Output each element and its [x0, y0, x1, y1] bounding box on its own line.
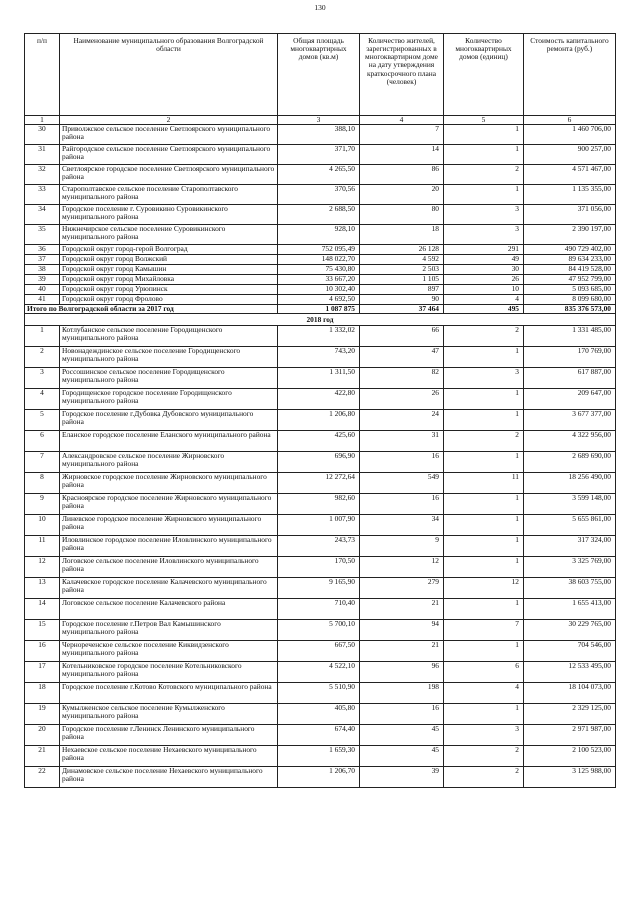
municipality-name: Городской округ город Волжский [60, 255, 278, 265]
municipality-name: Еланское городское поселение Еланского муниципального района [60, 431, 278, 452]
houses-value: 49 [444, 255, 524, 265]
residents-value: 14 [360, 145, 444, 165]
area-value: 75 430,80 [278, 265, 360, 275]
cost-value: 8 099 680,00 [524, 295, 616, 305]
residents-value: 16 [360, 494, 444, 515]
houses-value: 10 [444, 285, 524, 295]
cost-value: 47 952 799,00 [524, 275, 616, 285]
table-row [25, 452, 616, 473]
houses-value: 4 [444, 295, 524, 305]
cost-value: 38 603 755,00 [524, 578, 616, 599]
row-number: 14 [25, 599, 60, 620]
cost-value: 704 546,00 [524, 641, 616, 662]
municipality-name: Городской округ город Михайловка [60, 275, 278, 285]
table-row [25, 255, 616, 265]
area-value: 371,70 [278, 145, 360, 165]
residents-value: 9 [360, 536, 444, 557]
area-value: 2 688,50 [278, 205, 360, 225]
municipality-name: Городское поселение г. Суровикино Суровикинского муниципального района [60, 205, 278, 225]
table-row [25, 225, 616, 245]
table-row [25, 145, 616, 165]
houses-value: 1 [444, 641, 524, 662]
table-row [25, 683, 616, 704]
municipality-name: Чернореченское сельское поселение Киквидзенского муниципального района [60, 641, 278, 662]
houses-value: 291 [444, 245, 524, 255]
municipality-name: Логовское сельское поселение Иловлинского муниципального района [60, 557, 278, 578]
table-row [25, 536, 616, 557]
table-row [25, 205, 616, 225]
area-value: 5 510,90 [278, 683, 360, 704]
houses-value: 3 [444, 205, 524, 225]
cost-value: 1 331 485,00 [524, 326, 616, 347]
header-row-number: п/п [25, 34, 60, 116]
table-row [25, 368, 616, 389]
row-number: 10 [25, 515, 60, 536]
cost-value: 18 104 073,00 [524, 683, 616, 704]
municipality-name: Калачевское городское поселение Калачевского муниципального района [60, 578, 278, 599]
year-2018-row [25, 314, 616, 326]
area-value: 4 692,50 [278, 295, 360, 305]
table-row [25, 641, 616, 662]
row-number: 5 [25, 410, 60, 431]
houses-value: 6 [444, 662, 524, 683]
residents-value: 16 [360, 704, 444, 725]
area-value: 1 311,50 [278, 368, 360, 389]
residents-value: 34 [360, 515, 444, 536]
municipality-name: Жирновское городское поселение Жирновского муниципального района [60, 473, 278, 494]
area-value: 422,80 [278, 389, 360, 410]
cost-value: 1 655 413,00 [524, 599, 616, 620]
municipality-name: Нехаевское сельское поселение Нехаевского муниципального района [60, 746, 278, 767]
column-number: 2 [60, 116, 278, 125]
column-number: 4 [360, 116, 444, 125]
header-houses: Количество многоквартирных домов (единиц) [444, 34, 524, 116]
residents-value: 21 [360, 599, 444, 620]
table-row [25, 494, 616, 515]
houses-value: 4 [444, 683, 524, 704]
houses-value: 7 [444, 620, 524, 641]
table-row [25, 620, 616, 641]
total-label: Итого по Волгоградской области за 2017 год [25, 305, 278, 314]
table-row [25, 165, 616, 185]
page-number: 130 [314, 3, 326, 12]
table-row [25, 578, 616, 599]
area-value: 9 165,90 [278, 578, 360, 599]
residents-value: 16 [360, 452, 444, 473]
residents-value: 45 [360, 725, 444, 746]
houses-value: 1 [444, 515, 524, 536]
cost-value: 1 135 355,00 [524, 185, 616, 205]
municipality-name: Россошинское сельское поселение Городищенского муниципального района [60, 368, 278, 389]
row-number: 19 [25, 704, 60, 725]
cost-value: 84 419 528,00 [524, 265, 616, 275]
residents-value: 86 [360, 165, 444, 185]
cost-value: 5 093 685,00 [524, 285, 616, 295]
municipality-name: Линевское городское поселение Жирновского муниципального района [60, 515, 278, 536]
municipality-name: Котельниковское городское поселение Котельниковского муниципального района [60, 662, 278, 683]
houses-value: 2 [444, 431, 524, 452]
cost-value: 5 655 861,00 [524, 515, 616, 536]
municipality-name: Нижнечирское сельское поселение Суровикинского муниципального района [60, 225, 278, 245]
residents-value: 66 [360, 326, 444, 347]
table-row [25, 125, 616, 145]
table-row [25, 473, 616, 494]
row-number: 6 [25, 431, 60, 452]
municipality-name: Городской округ город Фролово [60, 295, 278, 305]
area-value: 10 302,40 [278, 285, 360, 295]
row-number: 31 [25, 145, 60, 165]
cost-value: 617 887,00 [524, 368, 616, 389]
table-row [25, 389, 616, 410]
residents-value: 1 105 [360, 275, 444, 285]
cost-value: 490 729 402,00 [524, 245, 616, 255]
rows-2017 [25, 125, 616, 305]
header-area: Общая площадь многоквартирных домов (кв.м) [278, 34, 360, 116]
municipality-name: Александровское сельское поселение Жирновского муниципального района [60, 452, 278, 473]
municipality-name: Городской округ город Камышин [60, 265, 278, 275]
row-number: 12 [25, 557, 60, 578]
houses-value: 1 [444, 347, 524, 368]
residents-value: 549 [360, 473, 444, 494]
cost-value: 3 325 769,00 [524, 557, 616, 578]
houses-value: 2 [444, 746, 524, 767]
header-municipality: Наименование муниципального образования Волгоградской области [60, 34, 278, 116]
row-number: 8 [25, 473, 60, 494]
row-number: 18 [25, 683, 60, 704]
houses-value: 1 [444, 145, 524, 165]
area-value: 1 206,70 [278, 767, 360, 788]
houses-value: 30 [444, 265, 524, 275]
cost-value: 317 324,00 [524, 536, 616, 557]
table-row [25, 326, 616, 347]
cost-value: 170 769,00 [524, 347, 616, 368]
row-number: 41 [25, 295, 60, 305]
area-value: 1 007,90 [278, 515, 360, 536]
row-number: 17 [25, 662, 60, 683]
area-value: 4 522,10 [278, 662, 360, 683]
total-2017 [25, 305, 616, 326]
area-value: 982,60 [278, 494, 360, 515]
municipality-name: Городской округ город-герой Волгоград [60, 245, 278, 255]
area-value: 1 206,80 [278, 410, 360, 431]
municipality-name: Логовское сельское поселение Калачевского района [60, 599, 278, 620]
municipality-name: Динамовское сельское поселение Нехаевского муниципального района [60, 767, 278, 788]
cost-value: 1 460 706,00 [524, 125, 616, 145]
residents-value: 18 [360, 225, 444, 245]
row-number: 16 [25, 641, 60, 662]
table-row [25, 767, 616, 788]
row-number: 21 [25, 746, 60, 767]
houses-value: 1 [444, 599, 524, 620]
residents-value: 80 [360, 205, 444, 225]
cost-value: 209 647,00 [524, 389, 616, 410]
municipality-name: Райгородское сельское поселение Светлоярского муниципального района [60, 145, 278, 165]
row-number: 30 [25, 125, 60, 145]
table-row [25, 245, 616, 255]
row-number: 1 [25, 326, 60, 347]
houses-value: 1 [444, 125, 524, 145]
row-number: 33 [25, 185, 60, 205]
table-row [25, 347, 616, 368]
row-number: 22 [25, 767, 60, 788]
total-cost: 835 376 573,00 [524, 305, 616, 314]
municipality-name: Городское поселение г.Ленинск Ленинского муниципального района [60, 725, 278, 746]
residents-value: 2 503 [360, 265, 444, 275]
row-number: 11 [25, 536, 60, 557]
table-row [25, 704, 616, 725]
area-value: 752 095,49 [278, 245, 360, 255]
column-numbers-row [25, 116, 616, 125]
row-number: 20 [25, 725, 60, 746]
area-value: 1 659,30 [278, 746, 360, 767]
cost-value: 89 634 233,00 [524, 255, 616, 265]
table-row [25, 275, 616, 285]
row-number: 4 [25, 389, 60, 410]
row-number: 15 [25, 620, 60, 641]
residents-value: 82 [360, 368, 444, 389]
area-value: 4 265,50 [278, 165, 360, 185]
houses-value: 3 [444, 725, 524, 746]
header-residents: Количество жителей, зарегистрированных в многоквартирном доме на дату утверждения краткосрочного плана (человек) [360, 34, 444, 116]
row-number: 3 [25, 368, 60, 389]
houses-value: 1 [444, 494, 524, 515]
table-row [25, 265, 616, 275]
houses-value: 1 [444, 704, 524, 725]
column-number: 3 [278, 116, 360, 125]
cost-value: 18 256 490,00 [524, 473, 616, 494]
rows-2018 [25, 326, 616, 788]
residents-value: 96 [360, 662, 444, 683]
cost-value: 900 257,00 [524, 145, 616, 165]
table-row [25, 285, 616, 295]
cost-value: 2 971 987,00 [524, 725, 616, 746]
residents-value: 26 [360, 389, 444, 410]
table-row [25, 185, 616, 205]
municipality-name: Красноярское городское поселение Жирновского муниципального района [60, 494, 278, 515]
area-value: 674,40 [278, 725, 360, 746]
row-number: 32 [25, 165, 60, 185]
total-area: 1 087 875 [278, 305, 360, 314]
houses-value: 11 [444, 473, 524, 494]
column-number: 5 [444, 116, 524, 125]
residents-value: 21 [360, 641, 444, 662]
residents-value: 897 [360, 285, 444, 295]
residents-value: 279 [360, 578, 444, 599]
area-value: 928,10 [278, 225, 360, 245]
municipality-name: Городское поселение г.Дубовка Дубовского муниципального района [60, 410, 278, 431]
column-number: 1 [25, 116, 60, 125]
houses-value: 1 [444, 185, 524, 205]
area-value: 33 667,20 [278, 275, 360, 285]
houses-value: 26 [444, 275, 524, 285]
residents-value: 90 [360, 295, 444, 305]
municipality-name: Кумылженское сельское поселение Кумылженского муниципального района [60, 704, 278, 725]
houses-value: 12 [444, 578, 524, 599]
cost-value: 2 329 125,00 [524, 704, 616, 725]
residents-value: 198 [360, 683, 444, 704]
municipality-name: Иловлинское городское поселение Иловлинского муниципального района [60, 536, 278, 557]
cost-value: 3 599 148,00 [524, 494, 616, 515]
area-value: 170,50 [278, 557, 360, 578]
houses-value: 1 [444, 557, 524, 578]
municipality-name: Приволжское сельское поселение Светлоярского муниципального района [60, 125, 278, 145]
table-row [25, 295, 616, 305]
row-number: 39 [25, 275, 60, 285]
area-value: 12 272,64 [278, 473, 360, 494]
header-cost: Стоимость капитального ремонта (руб.) [524, 34, 616, 116]
municipality-name: Городской округ город Урюпинск [60, 285, 278, 295]
cost-value: 2 390 197,00 [524, 225, 616, 245]
cost-value: 12 533 495,00 [524, 662, 616, 683]
cost-value: 2 100 523,00 [524, 746, 616, 767]
residents-value: 4 592 [360, 255, 444, 265]
total-row [25, 305, 616, 314]
houses-value: 1 [444, 452, 524, 473]
row-number: 34 [25, 205, 60, 225]
municipality-name: Новонадеждинское сельское поселение Городищенского муниципального района [60, 347, 278, 368]
area-value: 696,90 [278, 452, 360, 473]
residents-value: 24 [360, 410, 444, 431]
municipality-name: Светлоярское городское поселение Светлоярского муниципального района [60, 165, 278, 185]
area-value: 667,50 [278, 641, 360, 662]
municipality-name: Городищенское городское поселение Городищенского муниципального района [60, 389, 278, 410]
area-value: 5 700,10 [278, 620, 360, 641]
cost-value: 4 571 467,00 [524, 165, 616, 185]
houses-value: 1 [444, 410, 524, 431]
municipality-name: Котлубанское сельское поселение Городищенского муниципального района [60, 326, 278, 347]
row-number: 9 [25, 494, 60, 515]
area-value: 148 022,70 [278, 255, 360, 265]
cost-value: 2 689 690,00 [524, 452, 616, 473]
municipality-name: Старополтавское сельское поселение Старополтавского муниципального района [60, 185, 278, 205]
cost-value: 4 322 956,00 [524, 431, 616, 452]
table-row [25, 725, 616, 746]
total-residents: 37 464 [360, 305, 444, 314]
row-number: 35 [25, 225, 60, 245]
cost-value: 371 056,00 [524, 205, 616, 225]
table-row [25, 557, 616, 578]
residents-value: 31 [360, 431, 444, 452]
row-number: 37 [25, 255, 60, 265]
residents-value: 45 [360, 746, 444, 767]
area-value: 1 332,02 [278, 326, 360, 347]
houses-value: 2 [444, 326, 524, 347]
area-value: 243,73 [278, 536, 360, 557]
header-row [25, 34, 616, 116]
residents-value: 47 [360, 347, 444, 368]
column-number: 6 [524, 116, 616, 125]
area-value: 710,40 [278, 599, 360, 620]
row-number: 40 [25, 285, 60, 295]
cost-value: 30 229 765,00 [524, 620, 616, 641]
houses-value: 1 [444, 389, 524, 410]
row-number: 7 [25, 452, 60, 473]
row-number: 2 [25, 347, 60, 368]
residents-value: 7 [360, 125, 444, 145]
municipality-name: Городское поселение г.Петров Вал Камышинского муниципального района [60, 620, 278, 641]
total-houses: 495 [444, 305, 524, 314]
houses-value: 2 [444, 165, 524, 185]
table-row [25, 599, 616, 620]
houses-value: 3 [444, 225, 524, 245]
area-value: 388,10 [278, 125, 360, 145]
row-number: 36 [25, 245, 60, 255]
residents-value: 94 [360, 620, 444, 641]
year-2018-heading: 2018 год [25, 314, 616, 326]
row-number: 38 [25, 265, 60, 275]
houses-value: 1 [444, 536, 524, 557]
housing-repair-table [24, 33, 616, 788]
table-row [25, 746, 616, 767]
area-value: 743,20 [278, 347, 360, 368]
cost-value: 3 677 377,00 [524, 410, 616, 431]
area-value: 370,56 [278, 185, 360, 205]
residents-value: 39 [360, 767, 444, 788]
row-number: 13 [25, 578, 60, 599]
residents-value: 26 128 [360, 245, 444, 255]
residents-value: 12 [360, 557, 444, 578]
table-row [25, 662, 616, 683]
table-row [25, 515, 616, 536]
houses-value: 3 [444, 368, 524, 389]
residents-value: 20 [360, 185, 444, 205]
table-row [25, 431, 616, 452]
houses-value: 2 [444, 767, 524, 788]
municipality-name: Городское поселение г.Котово Котовского муниципального района [60, 683, 278, 704]
area-value: 425,60 [278, 431, 360, 452]
area-value: 405,80 [278, 704, 360, 725]
table-row [25, 410, 616, 431]
cost-value: 3 125 988,00 [524, 767, 616, 788]
